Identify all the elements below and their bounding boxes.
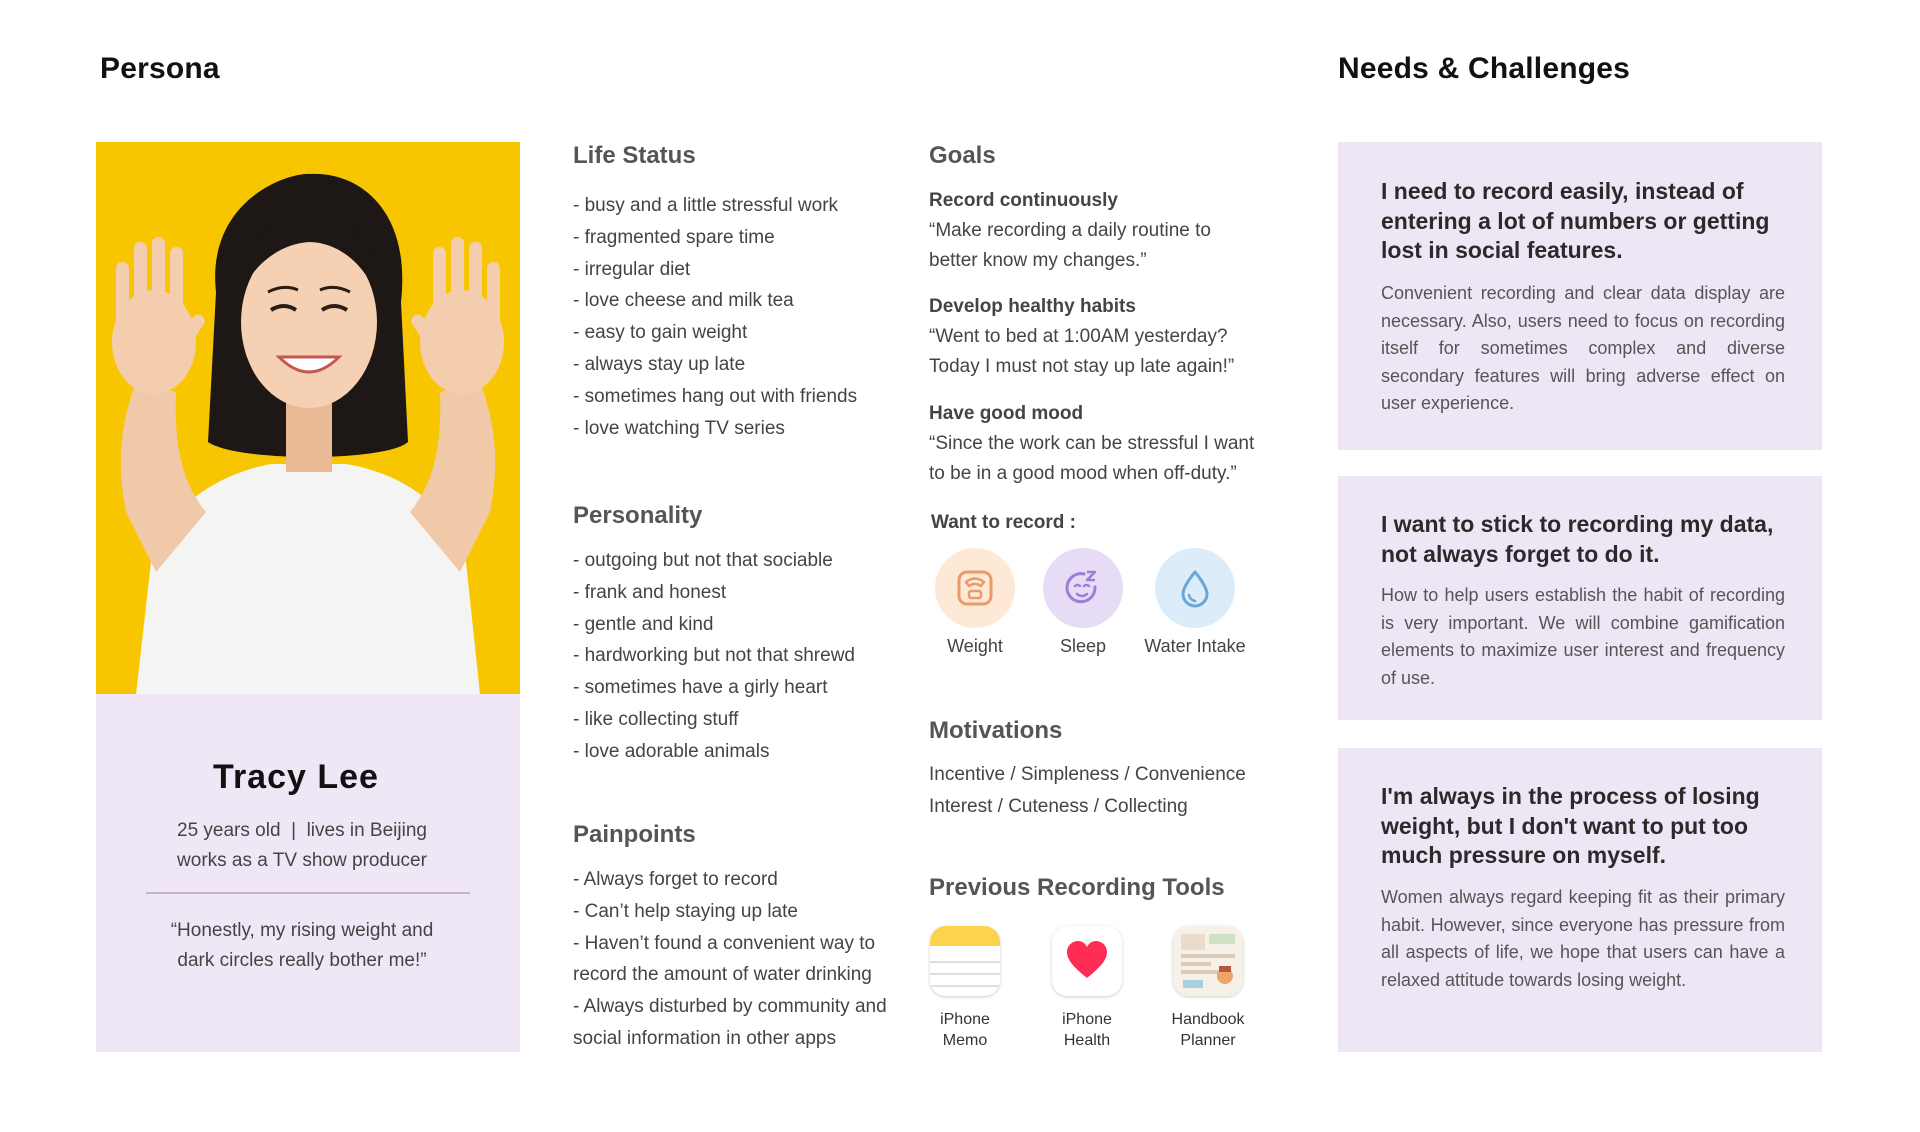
notes-app-icon [930,926,1000,996]
list-item: - sometimes have a girly heart [573,677,828,699]
planner-icon [1173,926,1243,996]
tool-label-line-2: Planner [1180,1032,1236,1049]
goal-record-continuously [929,190,1269,276]
painpoints-list [573,864,898,1055]
water-drop-icon [1155,548,1235,628]
tools-title: Previous Recording Tools [929,874,1225,901]
need-card [1338,748,1822,1052]
record-item-sleep [1043,548,1123,628]
persona-job: works as a TV show producer [177,850,427,871]
need-body: Women always regard keeping fit as their primary habit. However, since everyone has pressure from all aspects of life, we hope that users can have a relaxed attitude towards losing weight. [1381,887,1785,990]
tool-label-planner [1158,1009,1258,1051]
list-item: - sometimes hang out with friends [573,385,858,407]
goal-quote-line-2: to be in a good mood when off-duty.” [929,463,1237,484]
persona-photo [96,142,520,694]
needs-heading: Needs & Challenges [1338,52,1631,85]
life-status-title: Life Status [573,142,696,169]
motivations-line-1: Incentive / Simpleness / Convenience [929,764,1246,785]
need-title: I'm always in the process of losing weight, but I don't want to put too much pressure on myself. [1381,783,1760,868]
tool-label-line-2: Memo [942,1032,988,1049]
need-card [1338,476,1822,720]
record-label-water: Water Intake [1144,636,1246,656]
goal-title: Have good mood [929,403,1084,424]
list-item: - gentle and kind [573,613,714,635]
list-item: - hardworking but not that shrewd [573,645,855,667]
life-status-list [573,190,893,444]
goal-quote-line-2: Today I must not stay up late again!” [929,356,1235,377]
goals-title: Goals [929,142,996,169]
persona-quote [96,916,508,976]
list-item: - irregular diet [573,258,691,280]
list-item: - Always disturbed by community and social information in other apps [573,996,887,1049]
tool-label-line-1: iPhone [940,1011,990,1028]
tool-label-line-2: Health [1063,1032,1111,1049]
persona-portrait-illustration [96,142,520,694]
need-body: Convenient recording and clear data display are necessary. Also, users need to focus on recording itself for sometimes complex and diverse secondary features will bring adverse effect on user experience. [1381,283,1785,413]
health-app-icon [1052,926,1122,996]
persona-divider [146,892,470,894]
goal-good-mood [929,403,1279,489]
persona-quote-line-1: “Honestly, my rising weight and [170,920,434,941]
goal-quote-line-1: “Make recording a daily routine to [929,220,1211,241]
tool-label-memo [915,1009,1015,1051]
personality-list [573,545,893,768]
list-item: - love adorable animals [573,740,770,762]
need-title: I want to stick to recording my data, not always forget to do it. [1381,511,1774,567]
list-item: - outgoing but not that sociable [573,550,833,571]
scale-icon [935,548,1015,628]
tool-label-health [1037,1009,1137,1051]
need-card [1338,142,1822,450]
persona-heading: Persona [100,52,220,85]
goal-quote-line-1: “Since the work can be stressful I want [929,433,1255,454]
motivations-line-2: Interest / Cuteness / Collecting [929,796,1188,817]
list-item: - love watching TV series [573,417,785,439]
want-to-record-label: Want to record : [931,512,1076,533]
list-item: - like collecting stuff [573,708,739,730]
goal-healthy-habits [929,296,1269,382]
list-item: - Haven’t found a convenient way to record the amount of water drinking [573,932,876,986]
persona-quote-line-2: dark circles really bother me!” [177,950,427,971]
persona-demographics [96,816,508,876]
need-body: How to help users establish the habit of recording is very important. We will combine gamification elements to maximize user interest and frequency of use. [1381,585,1785,688]
list-item: - Can’t help staying up late [573,900,798,922]
goal-quote-line-2: better know my changes.” [929,250,1147,271]
painpoints-title: Painpoints [573,821,696,848]
motivations-title: Motivations [929,717,1063,744]
goal-title: Record continuously [929,190,1118,211]
tool-label-line-1: Handbook [1171,1011,1245,1028]
list-item: - always stay up late [573,353,746,375]
list-item: - busy and a little stressful work [573,195,839,216]
persona-name: Tracy Lee [213,758,379,796]
persona-age-location: 25 years old | lives in Beijing [177,820,427,841]
list-item: - Always forget to record [573,869,778,890]
list-item: - fragmented spare time [573,226,775,248]
list-item: - frank and honest [573,581,727,603]
record-label-weight: Weight [947,636,1003,656]
record-label-sleep: Sleep [1059,636,1107,656]
tool-label-line-1: iPhone [1062,1011,1112,1028]
personality-title: Personality [573,502,703,529]
motivations-text [929,759,1289,823]
goal-quote-line-1: “Went to bed at 1:00AM yesterday? [929,326,1228,347]
list-item: - love cheese and milk tea [573,290,794,312]
list-item: - easy to gain weight [573,322,748,344]
sleep-face-icon [1043,548,1123,628]
need-title: I need to record easily, instead of entering a lot of numbers or getting lost in social features. [1381,178,1770,263]
goal-title: Develop healthy habits [929,296,1136,317]
record-item-water [1155,548,1235,628]
record-item-weight [935,548,1015,628]
